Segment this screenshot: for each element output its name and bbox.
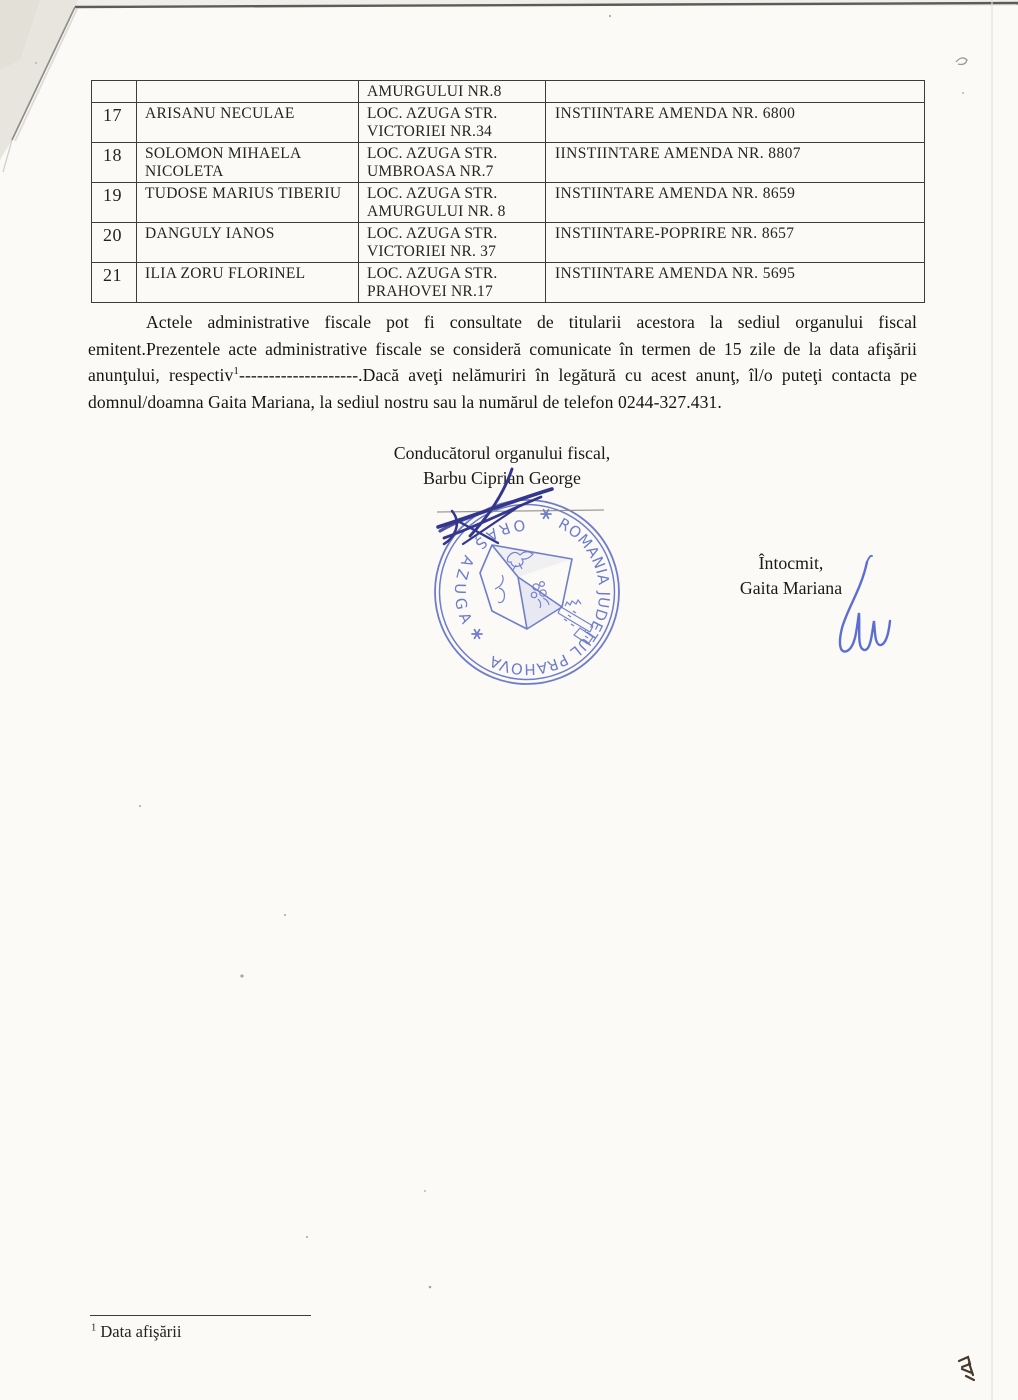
address-cell (359, 81, 546, 103)
address-line: AMURGULUI NR. 8 (367, 203, 506, 220)
notice-cell: INSTIINTARE AMENDA NR. 8659 (546, 182, 925, 222)
address-cell (359, 262, 546, 302)
address-cell (359, 142, 546, 182)
paragraph-text: Actele administrative fiscale pot fi consultate de titularii acestora la sediul organului fiscal emitent.Prezentele acte administrative fiscale se consideră comunicate în termen de 15 zile de la data afişării anunţului, respectiv (88, 312, 917, 386)
address-cell (359, 182, 546, 222)
table-row (92, 102, 925, 142)
signature-block (332, 441, 672, 491)
row-number-cell: 17 (92, 102, 137, 142)
row-number-cell: 18 (92, 142, 137, 182)
address-line: UMBROASA NR.7 (367, 163, 494, 180)
row-number-cell: 20 (92, 222, 137, 262)
stamp-text-left: ORAŞ AZUGA (450, 515, 527, 628)
name-cell (137, 81, 359, 103)
address-line: AMURGULUI NR.8 (367, 83, 502, 100)
table-row (92, 262, 925, 302)
footnote (91, 1322, 181, 1342)
address-line: VICTORIEI NR.34 (367, 123, 492, 140)
footnote-text: Data afişării (100, 1322, 182, 1341)
official-round-stamp (422, 487, 632, 697)
notice-cell: INSTIINTARE-POPRIRE NR. 8657 (546, 222, 925, 262)
table-row (92, 182, 925, 222)
address-line: LOC. AZUGA STR. (367, 224, 498, 242)
name-cell: SOLOMON MIHAELA NICOLETA (137, 142, 359, 182)
address-line: LOC. AZUGA STR. (367, 144, 498, 162)
address-cell (359, 102, 546, 142)
paragraph-text: --------------------.Dacă aveţi nelămuriri în legătură cu acest anunţ, îl/o puteţi contacta pe domnul/doamna Gaita Mariana, la sediul nostru sau la numărul de telefon 0244-327.431. (88, 365, 917, 412)
row-number-cell: 19 (92, 182, 137, 222)
footnote-divider (90, 1315, 311, 1316)
stamp-text-right: ROMANIA JUDEŢUL PRAHOVA (485, 514, 614, 679)
address-cell (359, 222, 546, 262)
scan-smudge-bottom-right (959, 1357, 974, 1380)
prepared-by-block (706, 551, 876, 600)
notice-cell (546, 81, 925, 103)
footnote-reference: 1 (233, 365, 239, 378)
scan-mark-top-right (956, 58, 967, 65)
signatory-title: Conducătorul organului fiscal, (393, 443, 611, 463)
notices-table (91, 80, 925, 303)
notice-cell: INSTIINTARE AMENDA NR. 6800 (546, 102, 925, 142)
name-cell: TUDOSE MARIUS TIBERIU (137, 182, 359, 222)
name-cell: ILIA ZORU FLORINEL (137, 262, 359, 302)
address-line: LOC. AZUGA STR. (367, 264, 498, 282)
table-row (92, 142, 925, 182)
row-number-cell (92, 81, 137, 103)
table-row (92, 222, 925, 262)
address-line: VICTORIEI NR. 37 (367, 243, 497, 260)
notice-cell: INSTIINTARE AMENDA NR. 5695 (546, 262, 925, 302)
name-cell: ARISANU NECULAE (137, 102, 359, 142)
row-number-cell: 21 (92, 262, 137, 302)
address-line: LOC. AZUGA STR. (367, 104, 498, 122)
signatory-name: Barbu Ciprian George (423, 468, 581, 488)
address-line: LOC. AZUGA STR. (367, 184, 498, 202)
footnote-marker: 1 (91, 1322, 97, 1334)
notice-cell: IINSTIINTARE AMENDA NR. 8807 (546, 142, 925, 182)
body-paragraph (88, 309, 917, 415)
prepared-by-label: Întocmit, (758, 553, 824, 573)
name-cell: DANGULY IANOS (137, 222, 359, 262)
table-row-partial (92, 81, 925, 103)
prepared-by-name: Gaita Mariana (739, 577, 843, 598)
stamp-coat-of-arms (480, 545, 572, 629)
address-line: PRAHOVEI NR.17 (367, 283, 493, 300)
